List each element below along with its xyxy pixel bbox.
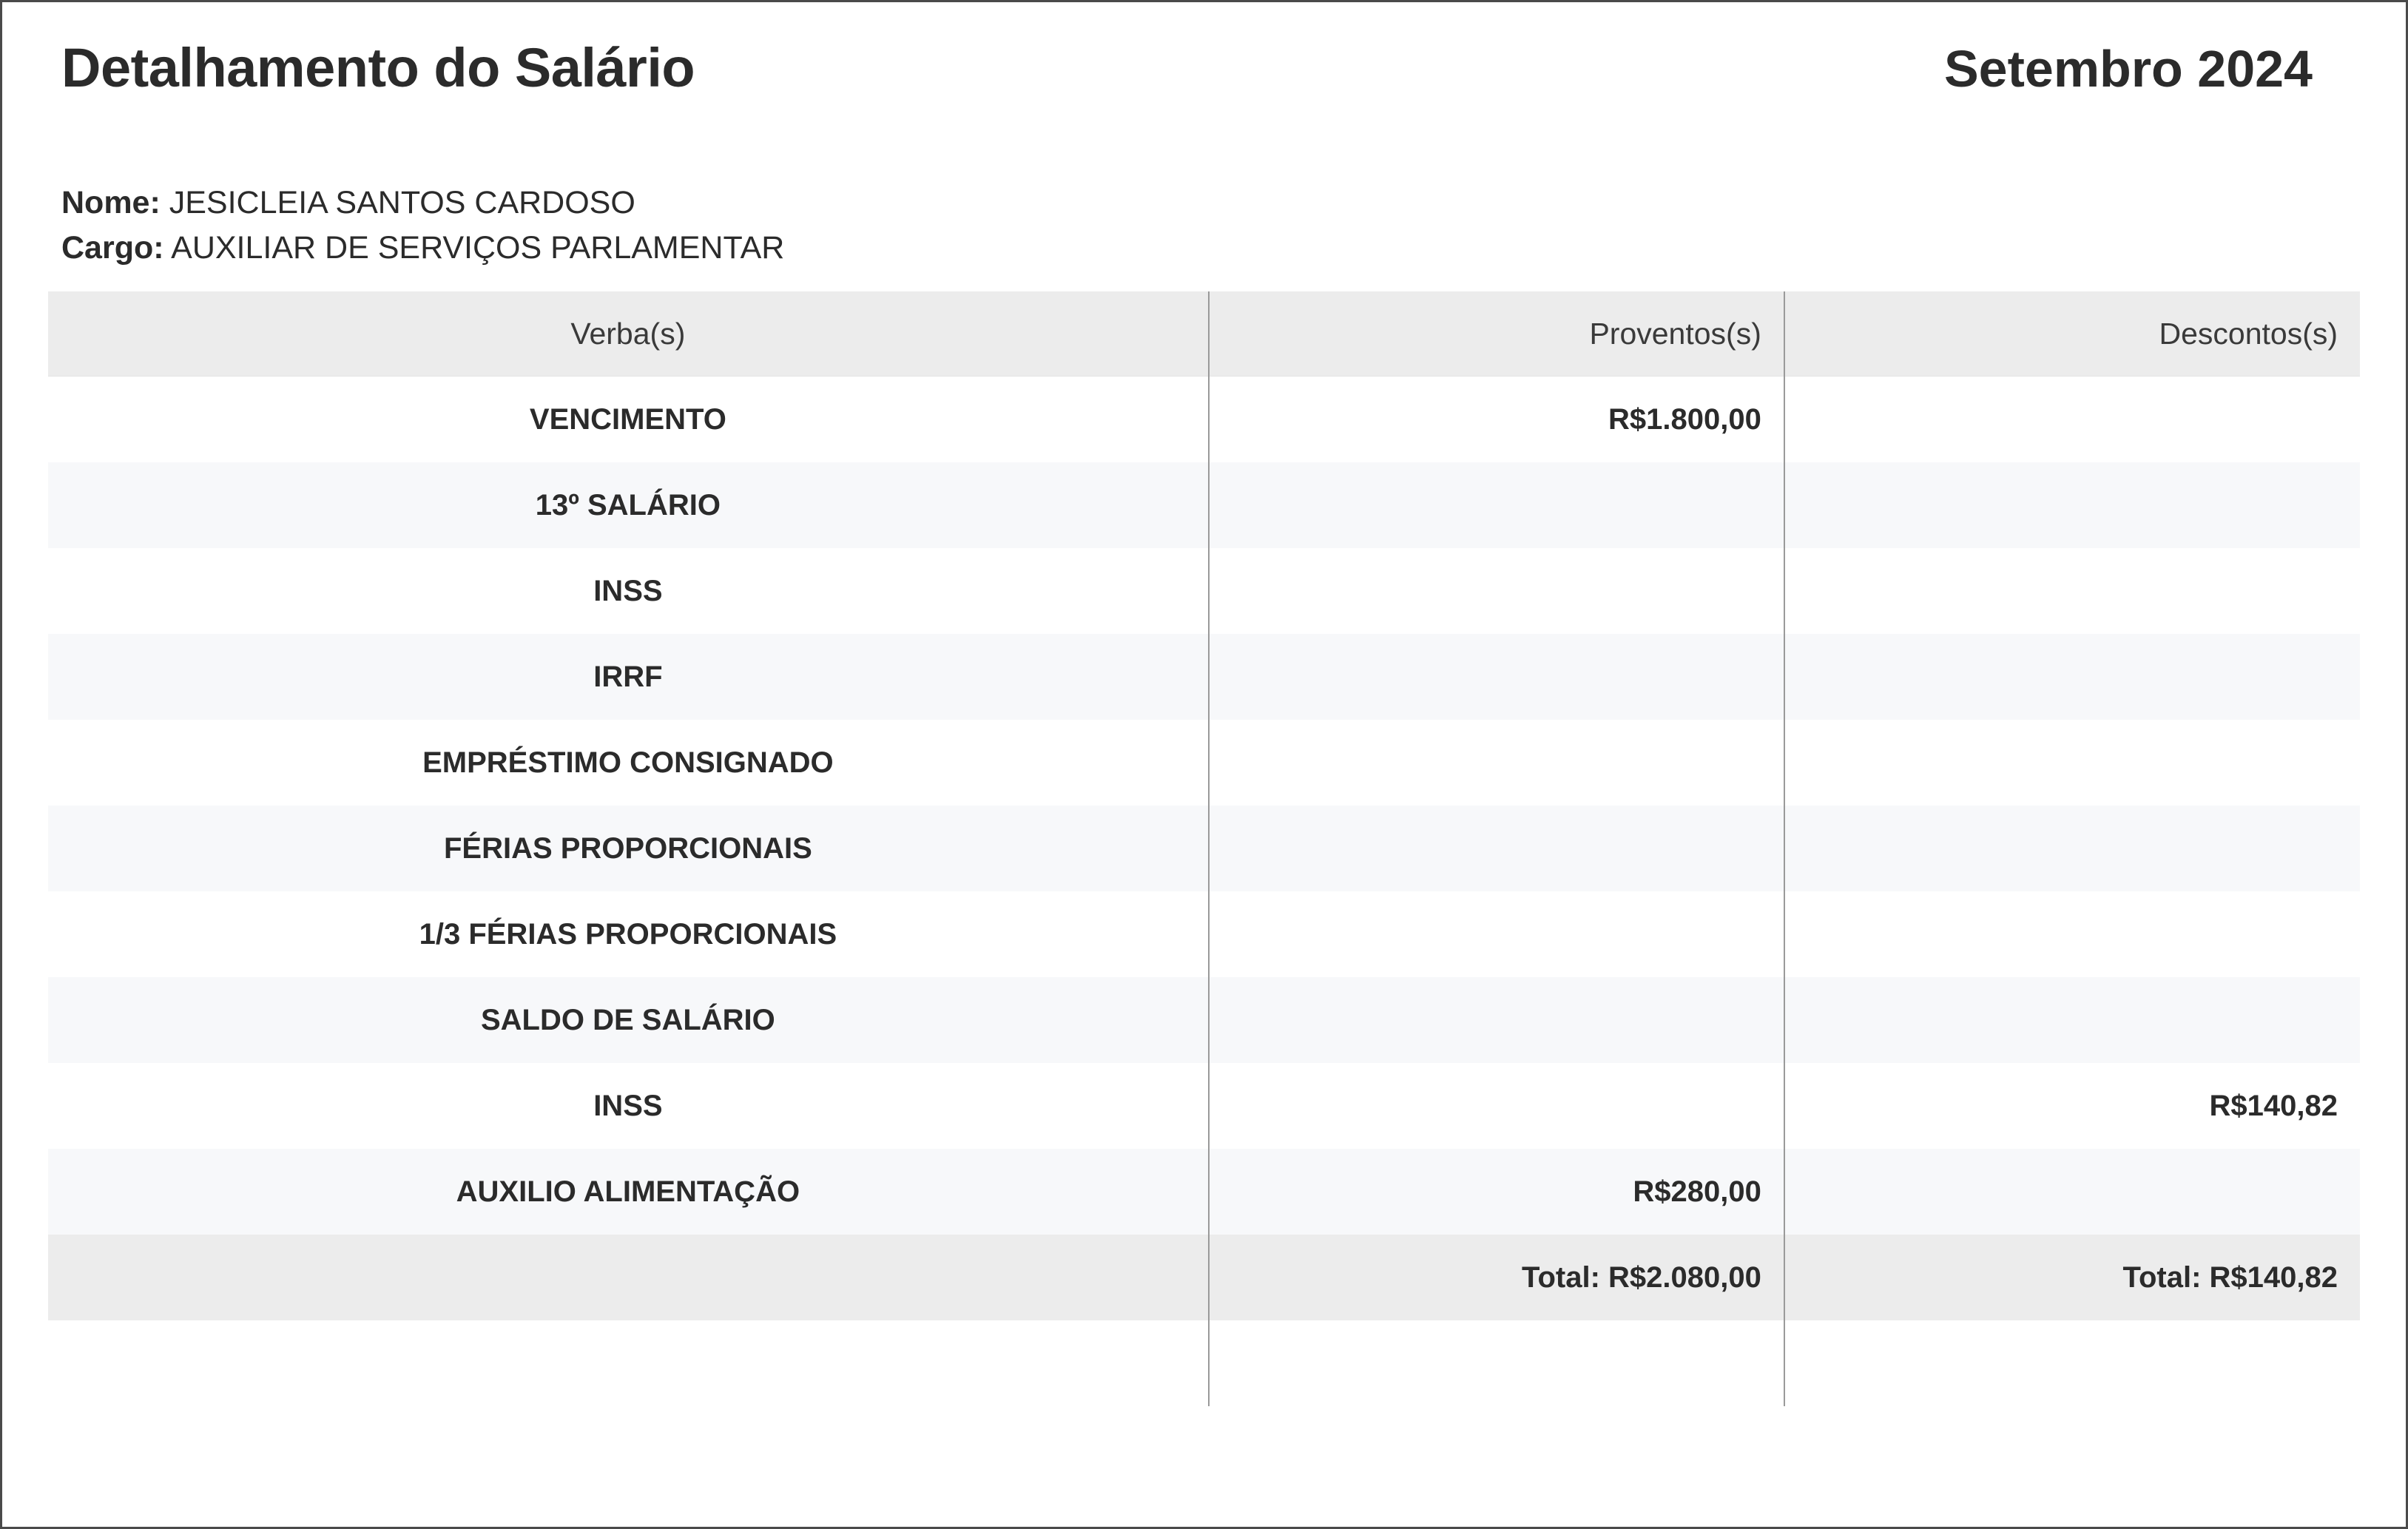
- cell-verba: FÉRIAS PROPORCIONAIS: [48, 806, 1209, 891]
- cell-proventos: R$280,00: [1209, 1149, 1784, 1235]
- cell-descontos: [1784, 891, 2360, 977]
- cell-total-proventos: Total: R$2.080,00: [1209, 1235, 1784, 1320]
- table-row: [48, 1063, 2360, 1149]
- cell-verba: EMPRÉSTIMO CONSIGNADO: [48, 720, 1209, 806]
- employee-role-row: [61, 226, 2360, 271]
- cell-descontos: R$140,82: [1784, 1063, 2360, 1149]
- table-row: [48, 377, 2360, 463]
- column-header-verba: Verba(s): [48, 291, 1209, 377]
- page-title: Detalhamento do Salário: [61, 37, 695, 98]
- cell-proventos: [1209, 1063, 1784, 1149]
- table-filler-row: [48, 1320, 2360, 1406]
- cell-descontos: [1784, 462, 2360, 548]
- table-row: [48, 634, 2360, 720]
- table-row: [48, 1149, 2360, 1235]
- cell-total-verba: [48, 1235, 1209, 1320]
- cell-descontos: [1784, 806, 2360, 891]
- cell-total-descontos: Total: R$140,82: [1784, 1235, 2360, 1320]
- employee-info: [48, 180, 2360, 271]
- cell-verba: SALDO DE SALÁRIO: [48, 977, 1209, 1063]
- employee-name-value: JESICLEIA SANTOS CARDOSO: [169, 185, 635, 220]
- table-row: [48, 720, 2360, 806]
- cell-proventos: [1209, 548, 1784, 634]
- payroll-table: [48, 291, 2360, 1406]
- payroll-table-body: [48, 377, 2360, 1407]
- column-header-proventos: Proventos(s): [1209, 291, 1784, 377]
- cell-proventos: [1209, 806, 1784, 891]
- cell-verba: INSS: [48, 1063, 1209, 1149]
- cell-filler-verba: [48, 1320, 1209, 1406]
- cell-verba: AUXILIO ALIMENTAÇÃO: [48, 1149, 1209, 1235]
- table-header-row: [48, 291, 2360, 377]
- cell-verba: VENCIMENTO: [48, 377, 1209, 463]
- cell-proventos: [1209, 720, 1784, 806]
- cell-descontos: [1784, 377, 2360, 463]
- document-body: [2, 2, 2406, 1527]
- cell-filler-descontos: [1784, 1320, 2360, 1406]
- cell-verba: IRRF: [48, 634, 1209, 720]
- employee-role-value: AUXILIAR DE SERVIÇOS PARLAMENTAR: [171, 230, 785, 266]
- document-header: [48, 36, 2360, 99]
- cell-proventos: R$1.800,00: [1209, 377, 1784, 463]
- cell-descontos: [1784, 634, 2360, 720]
- cell-proventos: [1209, 634, 1784, 720]
- cell-verba: 13º SALÁRIO: [48, 462, 1209, 548]
- cell-verba: INSS: [48, 548, 1209, 634]
- table-row: [48, 462, 2360, 548]
- cell-filler-proventos: [1209, 1320, 1784, 1406]
- table-row: [48, 806, 2360, 891]
- column-header-descontos: Descontos(s): [1784, 291, 2360, 377]
- period-label: Setembro 2024: [1943, 40, 2313, 98]
- cell-descontos: [1784, 720, 2360, 806]
- cell-descontos: [1784, 548, 2360, 634]
- cell-proventos: [1209, 977, 1784, 1063]
- payroll-table-head: [48, 291, 2360, 377]
- employee-name-label: Nome:: [61, 185, 161, 220]
- cell-proventos: [1209, 891, 1784, 977]
- cell-verba: 1/3 FÉRIAS PROPORCIONAIS: [48, 891, 1209, 977]
- cell-descontos: [1784, 977, 2360, 1063]
- table-totals-row: [48, 1235, 2360, 1320]
- cell-descontos: [1784, 1149, 2360, 1235]
- table-row: [48, 548, 2360, 634]
- employee-role-label: Cargo:: [61, 230, 164, 266]
- cell-proventos: [1209, 462, 1784, 548]
- employee-name-row: [61, 180, 2360, 226]
- table-row: [48, 891, 2360, 977]
- table-row: [48, 977, 2360, 1063]
